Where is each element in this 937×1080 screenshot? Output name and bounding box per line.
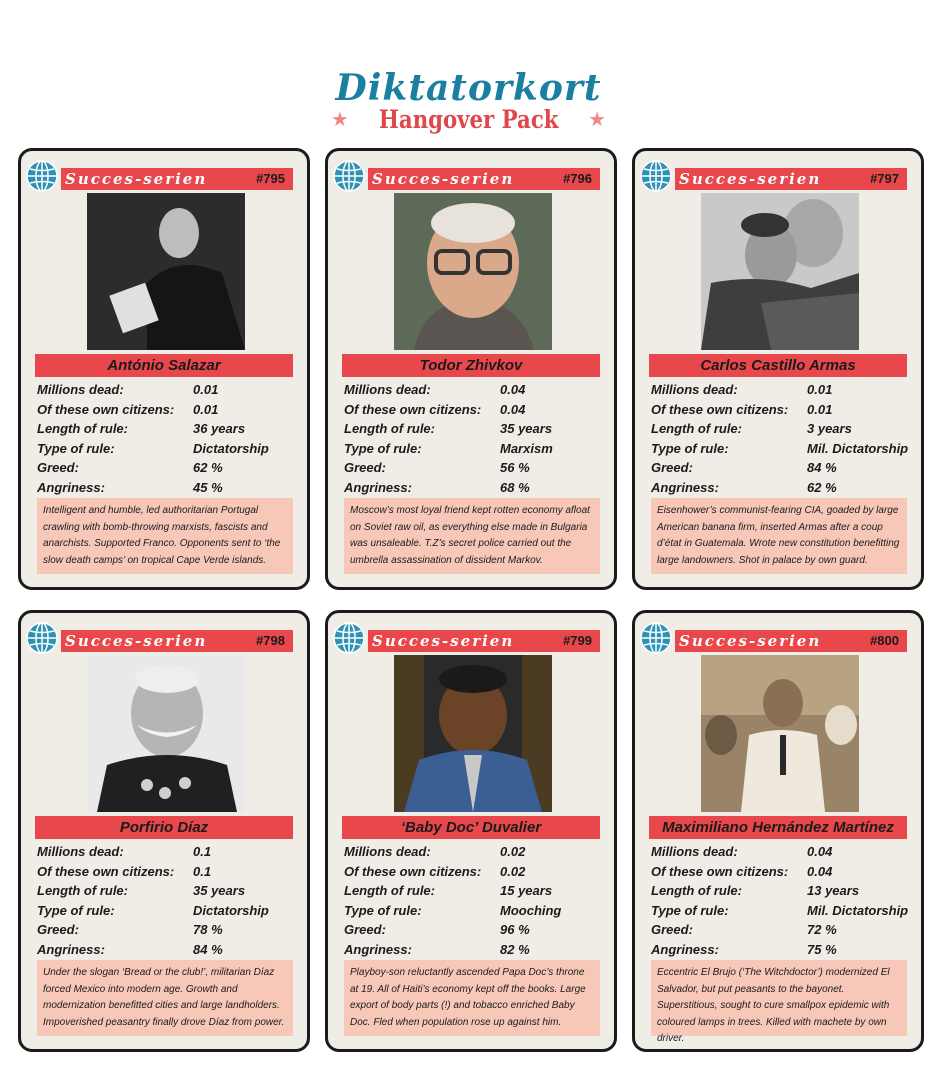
card bbox=[325, 148, 617, 590]
stat-value: 0.1 bbox=[193, 844, 212, 859]
stat-value: 35 years bbox=[193, 883, 246, 898]
stat-value: 0.01 bbox=[193, 382, 219, 397]
description: Eccentric El Brujo (‘The Witchdoctor’) modernized El Salvador, but put peasants to the bayonet. Superstitious, sought to cure smallpox epidemic with coloured lamps in trees. Killed with machete by own driver. bbox=[651, 960, 907, 1036]
series-label: Succes-serien bbox=[679, 170, 822, 188]
stat-label: Length of rule: bbox=[344, 883, 435, 898]
stat-value: 72 % bbox=[807, 922, 837, 937]
stat-label: Length of rule: bbox=[651, 883, 742, 898]
stat-value: 68 % bbox=[500, 479, 530, 495]
globe-icon bbox=[25, 159, 59, 193]
portrait-photo bbox=[701, 655, 859, 812]
stat-value: 0.01 bbox=[807, 382, 833, 397]
card-number: #795 bbox=[256, 171, 285, 186]
stat-label: Type of rule: bbox=[651, 440, 729, 456]
stat-row bbox=[344, 940, 604, 960]
stat-label: Millions dead: bbox=[651, 382, 738, 397]
globe-icon bbox=[639, 621, 673, 655]
stat-label: Millions dead: bbox=[344, 382, 431, 397]
description: Intelligent and humble, led authoritarian Portugal crawling with bomb-throwing marxists, fascists and anarchists. Supported Franco. Opponents sent to ‘the slow death camps’ on tropical Cape Verde islands. bbox=[37, 498, 293, 574]
stat-label: Of these own citizens: bbox=[344, 401, 482, 417]
stat-row bbox=[37, 940, 297, 960]
stat-row bbox=[651, 380, 911, 400]
dictator-name: Porfirio Díaz bbox=[35, 816, 293, 839]
stat-label: Type of rule: bbox=[37, 902, 115, 918]
stat-row bbox=[37, 842, 297, 862]
globe-icon bbox=[639, 159, 673, 193]
stat-label: Angriness: bbox=[344, 479, 412, 495]
stat-row bbox=[37, 458, 297, 478]
stat-value: 45 % bbox=[193, 479, 223, 495]
stat-label: Greed: bbox=[37, 922, 79, 937]
stat-value: 0.1 bbox=[193, 863, 212, 879]
card bbox=[18, 610, 310, 1052]
stat-row bbox=[37, 478, 297, 498]
stat-row bbox=[651, 842, 911, 862]
stat-row bbox=[344, 920, 604, 940]
card-number: #798 bbox=[256, 633, 285, 648]
stat-row bbox=[344, 458, 604, 478]
stat-label: Greed: bbox=[344, 460, 386, 475]
stat-value: 0.04 bbox=[807, 844, 833, 859]
series-label: Succes-serien bbox=[65, 632, 208, 650]
stat-row bbox=[651, 439, 911, 459]
description: Eisenhower’s communist-fearing CIA, goaded by large American banana firm, inserted Armas after a coup d’état in Guatemala. Wrote new constitution benefitting large landowners. Shot in palace by own guard. bbox=[651, 498, 907, 574]
stat-value: 0.04 bbox=[500, 382, 526, 397]
card-number: #797 bbox=[870, 171, 899, 186]
stat-label: Angriness: bbox=[651, 479, 719, 495]
stat-row bbox=[344, 419, 604, 439]
description: Under the slogan ‘Bread or the club!’, militarian Díaz forced Mexico into modern age. Growth and modernization benefitted cities and large landholders. Impoverished peasantry finally drove Díaz from power. bbox=[37, 960, 293, 1036]
portrait-photo bbox=[87, 193, 245, 350]
subtitle-text: Hangover Pack bbox=[378, 104, 559, 134]
stat-value: 96 % bbox=[500, 922, 530, 937]
card bbox=[632, 610, 924, 1052]
card-number: #799 bbox=[563, 633, 592, 648]
stat-value: Dictatorship bbox=[193, 440, 269, 456]
stat-value: 0.01 bbox=[193, 401, 219, 417]
stat-label: Type of rule: bbox=[344, 440, 422, 456]
stat-row bbox=[37, 920, 297, 940]
card-number: #796 bbox=[563, 171, 592, 186]
stat-label: Greed: bbox=[344, 922, 386, 937]
stat-label: Millions dead: bbox=[37, 844, 124, 859]
stat-label: Greed: bbox=[651, 460, 693, 475]
stat-label: Of these own citizens: bbox=[651, 401, 789, 417]
stats-table bbox=[37, 842, 297, 959]
stat-value: 0.01 bbox=[807, 401, 833, 417]
stat-row bbox=[344, 862, 604, 882]
stat-row bbox=[344, 400, 604, 420]
stat-label: Of these own citizens: bbox=[651, 863, 789, 879]
stat-label: Length of rule: bbox=[344, 421, 435, 436]
stat-row bbox=[651, 458, 911, 478]
globe-icon bbox=[332, 159, 366, 193]
stat-row bbox=[37, 439, 297, 459]
page-subtitle bbox=[0, 104, 937, 134]
stat-value: Dictatorship bbox=[193, 902, 269, 918]
stat-label: Type of rule: bbox=[344, 902, 422, 918]
card bbox=[632, 148, 924, 590]
card bbox=[325, 610, 617, 1052]
stat-row bbox=[651, 478, 911, 498]
stat-row bbox=[37, 862, 297, 882]
stat-label: Length of rule: bbox=[651, 421, 742, 436]
stat-row bbox=[651, 920, 911, 940]
globe-icon bbox=[332, 621, 366, 655]
stat-value: 15 years bbox=[500, 883, 553, 898]
stats-table bbox=[344, 380, 604, 497]
stat-row bbox=[344, 901, 604, 921]
stat-value: 0.04 bbox=[500, 401, 526, 417]
series-label: Succes-serien bbox=[372, 170, 515, 188]
stat-label: Angriness: bbox=[344, 941, 412, 957]
star-icon: ★ bbox=[330, 108, 349, 131]
stat-label: Of these own citizens: bbox=[344, 863, 482, 879]
dictator-name: Todor Zhivkov bbox=[342, 354, 600, 377]
stat-label: Angriness: bbox=[37, 479, 105, 495]
stat-label: Length of rule: bbox=[37, 421, 128, 436]
stat-value: 0.02 bbox=[500, 863, 526, 879]
stat-value: 84 % bbox=[193, 941, 223, 957]
stat-label: Greed: bbox=[37, 460, 79, 475]
stat-row bbox=[37, 881, 297, 901]
stat-value: 62 % bbox=[807, 479, 837, 495]
stats-table bbox=[651, 380, 911, 497]
stat-label: Millions dead: bbox=[344, 844, 431, 859]
stat-value: 62 % bbox=[193, 460, 223, 475]
stat-label: Greed: bbox=[651, 922, 693, 937]
portrait-photo bbox=[701, 193, 859, 350]
stats-table bbox=[651, 842, 911, 959]
dictator-name: ‘Baby Doc’ Duvalier bbox=[342, 816, 600, 839]
stat-value: 82 % bbox=[500, 941, 530, 957]
stat-label: Angriness: bbox=[37, 941, 105, 957]
stats-table bbox=[344, 842, 604, 959]
stat-row bbox=[344, 881, 604, 901]
stat-row bbox=[651, 940, 911, 960]
stat-row bbox=[651, 862, 911, 882]
stat-value: 84 % bbox=[807, 460, 837, 475]
stat-label: Angriness: bbox=[651, 941, 719, 957]
series-label: Succes-serien bbox=[372, 632, 515, 650]
stat-value: Mooching bbox=[500, 902, 562, 918]
dictator-name: Maximiliano Hernández Martínez bbox=[649, 816, 907, 839]
stat-value: Marxism bbox=[500, 440, 553, 456]
portrait-photo bbox=[87, 655, 245, 812]
dictator-name: António Salazar bbox=[35, 354, 293, 377]
stat-label: Millions dead: bbox=[651, 844, 738, 859]
stat-row bbox=[344, 478, 604, 498]
portrait-photo bbox=[394, 193, 552, 350]
stats-table bbox=[37, 380, 297, 497]
stat-row bbox=[37, 901, 297, 921]
stat-value: 75 % bbox=[807, 941, 837, 957]
stat-value: 13 years bbox=[807, 883, 860, 898]
stat-value: Mil. Dictatorship bbox=[807, 902, 909, 918]
stat-value: 35 years bbox=[500, 421, 553, 436]
stat-value: 0.02 bbox=[500, 844, 526, 859]
stat-row bbox=[344, 380, 604, 400]
globe-icon bbox=[25, 621, 59, 655]
description: Moscow’s most loyal friend kept rotten economy afloat on Soviet raw oil, as everything else made in Bulgaria was unsaleable. T.Z’s secret police carried out the umbrella assassination of dissident Markov. bbox=[344, 498, 600, 574]
stat-row bbox=[344, 842, 604, 862]
stat-label: Type of rule: bbox=[651, 902, 729, 918]
stat-value: 56 % bbox=[500, 460, 530, 475]
stat-row bbox=[651, 881, 911, 901]
stat-value: 36 years bbox=[193, 421, 246, 436]
stat-label: Millions dead: bbox=[37, 382, 124, 397]
stat-label: Of these own citizens: bbox=[37, 401, 175, 417]
card-number: #800 bbox=[870, 633, 899, 648]
stat-value: 0.04 bbox=[807, 863, 833, 879]
series-label: Succes-serien bbox=[65, 170, 208, 188]
star-icon: ★ bbox=[588, 108, 607, 131]
stat-value: 78 % bbox=[193, 922, 223, 937]
stat-value: Mil. Dictatorship bbox=[807, 440, 909, 456]
stat-row bbox=[37, 419, 297, 439]
stat-row bbox=[651, 400, 911, 420]
stat-label: Of these own citizens: bbox=[37, 863, 175, 879]
stat-value: 3 years bbox=[807, 421, 852, 436]
stat-row bbox=[344, 439, 604, 459]
stat-row bbox=[651, 901, 911, 921]
stat-row bbox=[37, 400, 297, 420]
stat-label: Length of rule: bbox=[37, 883, 128, 898]
card bbox=[18, 148, 310, 590]
stat-row bbox=[37, 380, 297, 400]
description: Playboy-son reluctantly ascended Papa Doc’s throne at 19. All of Haiti’s economy kept off the books. Large export of body parts (!) and tobacco enriched Baby Doc. Fled when population rose up against him. bbox=[344, 960, 600, 1036]
portrait-photo bbox=[394, 655, 552, 812]
page-title: Diktatorkort bbox=[335, 67, 602, 109]
dictator-name: Carlos Castillo Armas bbox=[649, 354, 907, 377]
stat-label: Type of rule: bbox=[37, 440, 115, 456]
stat-row bbox=[651, 419, 911, 439]
series-label: Succes-serien bbox=[679, 632, 822, 650]
